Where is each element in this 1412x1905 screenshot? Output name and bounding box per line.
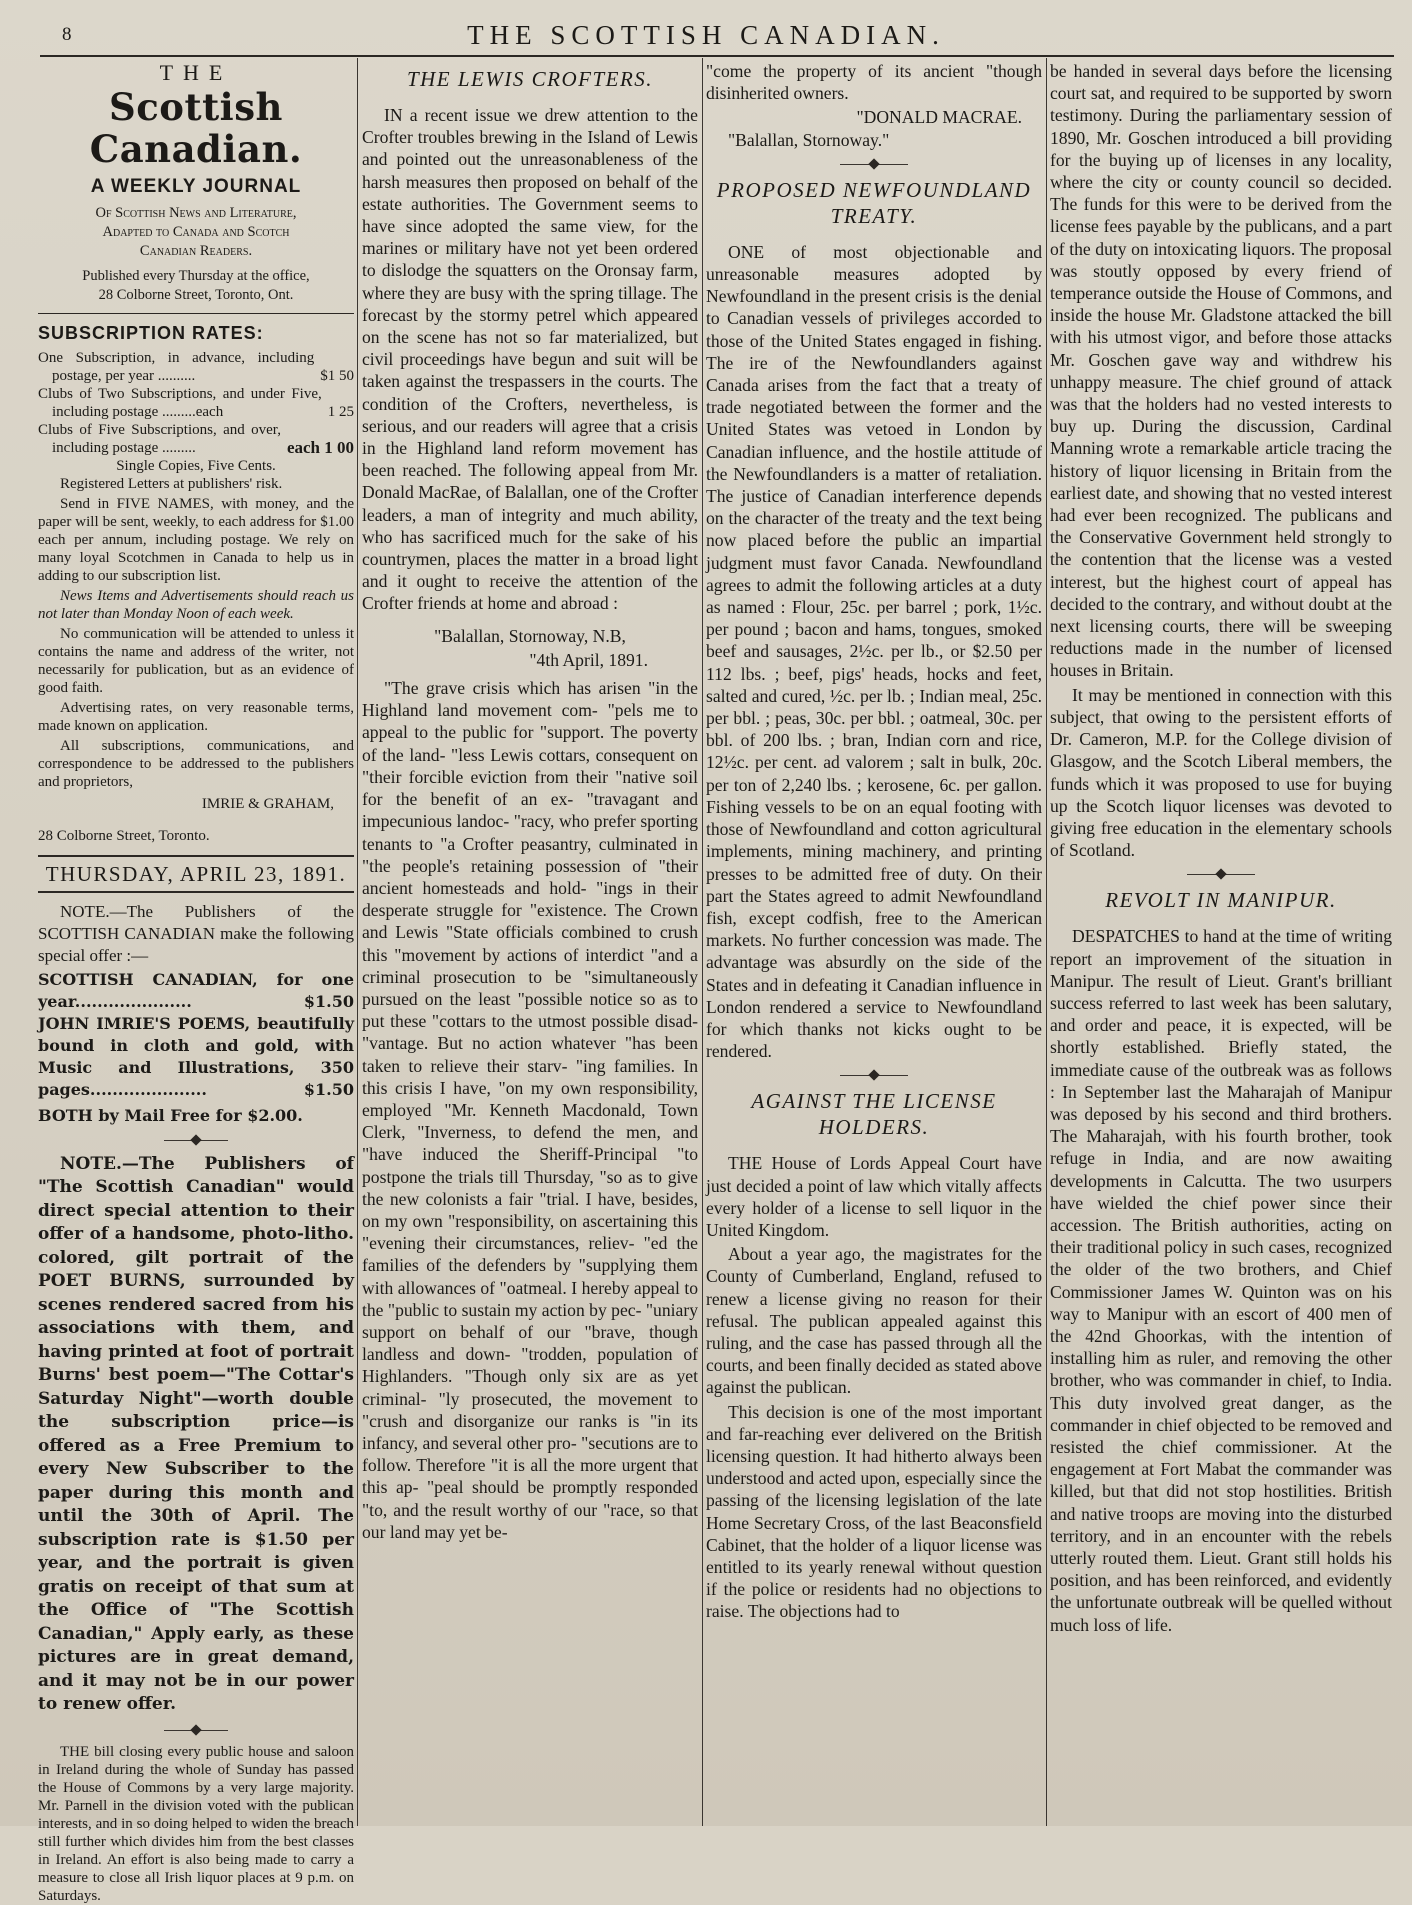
rate-amount: $1 50	[320, 367, 354, 384]
column-rule-3	[1046, 58, 1047, 1826]
page-header	[0, 12, 1412, 52]
rate-row	[38, 385, 354, 421]
article-paragraph: It may be mentioned in connection with this subject, that owing to the persistent efforts of Dr. Cameron, M.P. for the College division of Glasgow, and the Scotch Liberal members, the funds which it was proposed to use for buying up the Scotch liquor licenses was devoted to giving free education in the elementary schools of Scotland.	[1050, 684, 1392, 861]
column-4	[1050, 60, 1392, 1826]
article-paragraph: THE House of Lords Appeal Court have just decided a point of law which vitally affects every holder of a license to sell liquor in the United Kingdom.	[706, 1153, 1042, 1240]
letter-signature: "DONALD MACRAE.	[856, 107, 1022, 128]
offer-item-price: $1.50	[303, 991, 354, 1011]
section-divider	[38, 1135, 354, 1145]
article-paragraph: be handed in several days before the licensing court sat, and required to be supported by sworn testimony. During the parliamentary session of 1890, Mr. Goschen introduced a bill providing for the buying up of licenses in any locality, where the city or county council so decided. The funds for this were to be derived from the license fees payable by the publicans, and a part of the duty on intoxicating liquors. The proposal was stoutly opposed by every friend of temperance outside the House of Commons, and inside the house Mr. Gladstone attacked the bill with his utmost vigor, and before those attacks Mr. Goschen gave way and withdrew his unhappy measure. The chief ground of attack was that the holders had no vested interests to buy up. During the discussion, Cardinal Manning wrote a remarkable article tracing the history of liquor licensing in Britain from the earliest date, and showing that no vested interest had ever been recognized. The publicans and the Conservative Government held strongly to the contention that the license was a vested interest, but the highest court of appeal has decided to the contrary, and without doubt at the next licensing courts, there will be sweeping reductions made in the number of licensed houses in Britain.	[1050, 61, 1392, 681]
journal-blurb-2: Adapted to Canada and Scotch	[102, 224, 290, 241]
burns-offer-note: NOTE.—The Publishers of "The Scottish Canadian" would direct special attention to their offer of a handsome, photo-litho. colored, gilt portrait of the POET BURNS, surrounded by scenes rendered sacred from his associations with them, and having printed at foot of portrait Burns' best poem—"The Cottar's Saturday Night"—worth double the subscription price—is offered as a Free Premium to every New Subscriber to the paper during this month and until the 30th of April. The subscription rate is $1.50 per year, and the portrait is given gratis on receipt of that sum at the Office of "The Scottish Canadian," Apply early, as these pictures are in great demand, and it may not be in our power to renew offer.	[38, 1153, 354, 1715]
rate-label: Clubs of Two Subscriptions, and under Five, including postage .........each	[38, 385, 322, 420]
letter-place: "Balallan, Stornoway."	[728, 129, 890, 150]
rate-amount: each 1 00	[286, 437, 354, 457]
offer-item-label: SCOTTISH CANADIAN, for one year.....................	[38, 969, 354, 1011]
journal-blurb-1: Of Scottish News and Literature,	[95, 205, 297, 222]
subscription-rates-heading: SUBSCRIPTION RATES:	[38, 323, 264, 344]
nameplate-the: THE	[159, 60, 233, 85]
section-divider	[1050, 869, 1392, 879]
offer-item-label: JOHN IMRIE'S POEMS, beautifully bound in cloth and gold, with Music and Illustrations, 350 pages.....................	[38, 1013, 354, 1099]
communication-note: No communication will be attended to unless it contains the name and address of the writer, not necessarily for publication, but as an evidence of good faith.	[38, 625, 354, 696]
registered-letters: Registered Letters at publishers' risk.	[60, 475, 283, 492]
running-masthead: THE SCOTTISH CANADIAN.	[467, 20, 945, 50]
proprietors-address: 28 Colborne Street, Toronto.	[38, 827, 210, 844]
ireland-bill-article: THE bill closing every public house and saloon in Ireland during the whole of Sunday has passed the House of Commons by a very large majority. Mr. Parnell in the division voted with the publican interests, and in so doing helped to widen the breach still further which divides him from the best classes in Ireland. An effort is also being made to carry a measure to close all Irish liquor places at 9 p.m. on Saturdays.	[38, 1743, 354, 1904]
page-number: 8	[62, 24, 72, 45]
article-heading: REVOLT IN MANIPUR.	[1105, 888, 1337, 913]
proprietors: IMRIE & GRAHAM,	[201, 795, 334, 812]
column-1	[38, 60, 354, 1904]
offer-item-price: $1.50	[303, 1079, 354, 1099]
news-items-note: News Items and Advertisements should reach us not later than Monday Noon of each week.	[38, 587, 354, 622]
article-paragraph: ONE of most objectionable and unreasonable measures adopted by Newfoundland in the present crisis is the denial to Canadian vessels of privileges accorded to those of the United States engaged in fishing. The ire of the Newfoundlanders against Canada arises from the fact that a treaty of trade negotiated between the former and the United States was vetoed in London by Canadian influence, and the hostile attitude of the Newfoundlanders is a matter of retaliation. The justice of Canadian interference depends on the character of the treaty and the text being now placed before the public an impartial judgment must favor Canada. Newfoundland agrees to admit the following articles at a duty as named : Flour, 25c. per barrel ; pork, 1½c. per pound ; bacon and hams, tongues, smoked beef and sausages, 2½c. per lb., or $2.50 per 112 lbs. ; beef, pigs' heads, hocks and feet, salted and cured, ½c. per lb. ; Indian meal, 25c. per bbl. ; peas, 30c. per bbl. ; oatmeal, 30c. per bbl. of 200 lbs. ; bran, Indian corn and rice, 12½c. per cent. ad valorem ; salt in bulk, 20c. per ton of 2,240 lbs. ; kerosene, 6c. per gallon. Fishing vessels to be on an equal footing with those of Newfoundland and cotton agricultural implements, mining machinery, and printing presses to be admitted free of duty. On their part the States agreed to admit Newfoundland fish, except codfish, free to the American markets. No further concession was made. The advantage was absurdly on the side of the States and in defeating it Canadian influence in London rendered a service to Newfoundland for which thanks not kicks ought to be rendered.	[706, 241, 1042, 1062]
article-paragraph: About a year ago, the magistrates for the County of Cumberland, England, refused to renew a license giving no reason for their refusal. The publican appealed against this ruling, and the case has passed through all the courts, and been finally decided as stated above against the publican.	[706, 1244, 1042, 1398]
article-heading: PROPOSED NEWFOUNDLAND TREATY.	[716, 177, 1032, 228]
article-paragraph: DESPATCHES to hand at the time of writing report an improvement of the situation in Manipur. The result of Lieut. Grant's brilliant success referred to last week has been salutary, and order and peace, it is expected, will be shortly established. Briefly stated, the immediate cause of the outbreak was as follows : In September last the Maharajah of Manipur was deposed by his second and third brothers. The Maharajah, with his fourth brother, took refuge in India, and are now awaiting developments in Calcutta. The two usurpers have wielded the chief power since their accession. The British authorities, acting on their traditional policy in such cases, recognized the older of the two brothers, and Chief Commissioner James W. Quinton was on his way to Manipur with an escort of 400 men of the 42nd Ghoorkas, with the intention of installing him as ruler, and removing the other brother, who was commander in chief, to India. This duty involved great danger, as the commander in chief objected to be removed and resisted the chief commissioner. At the engagement at Fort Mabat the commander was killed, but that did not stop hostilities. British and native troops are moving into the disturbed territory, and in an encounter with the rebels utterly routed them. Lieut. Grant still holds his position, and has been reinforced, and evidently the unfortunate outbreak will be quelled without much loss of life.	[1050, 926, 1392, 1635]
weekly-journal-label: A WEEKLY JOURNAL	[90, 176, 302, 198]
single-copies: Single Copies, Five Cents.	[116, 457, 276, 474]
header-rule	[40, 55, 1394, 57]
section-divider	[706, 159, 1042, 169]
send-names: Send in FIVE NAMES, with money, and the paper will be sent, weekly, to each address for $1.00 each per annum, including postage. We rely on many loyal Scotchmen in Canada to help us in adding to our subscription list.	[38, 495, 354, 584]
letter-body: "The grave crisis which has arisen "in the Highland land movement com- "pels me to appeal to the public for "support. The poverty of the land- "less Lewis cottars, consequent on "their forcible eviction from their "native soil for the benefit of an ex- "travagant and impecunious landoc- "racy, who prefer sporting tenants to "a Crofter peasantry, culminated in "the people's retaining possession of "their ancient homesteads and hold- "ings in their desperate struggle for "existence. The Crown and Lewis "State officials combined to crush this "movement by actions of interdict "and a criminal prosecution to be "simultaneously pursued on the least "possible notice so as to put these "cottars to the utmost possible disad- "vantage. But no action whatever "has been taken to relieve their starv- "ing families. In this crisis I have, "on my own responsibility, employed "Mr. Kenneth Macdonald, Town Clerk, "Inverness, to defend the men, and "have induced the Sheriff-Principal "to postpone the trials till Thursday, "so as to give the new colonists a fair "trial. I have, besides, on my own "responsibility, on ascertaining this "evening their circumstances, reliev- "ed the families of the defenders by "supplying them with allowances of "oatmeal. I hereby appeal to the "public to sustain my action by pec- "uniary support on behalf of our "brave, though landless and down- "trodden, population of Highlanders. "Though only six are as yet criminal- "ly prosecuted, the movement to "crush and disorganize our ranks is "in its infancy, and several other pro- "secutions are to follow. Therefore "it is all the more urgent that this ap- "peal should be promptly responded "to, and the result worthy of our "race, so that our land may yet be-	[362, 678, 698, 1542]
column-2	[362, 60, 698, 1826]
published-line-1: Published every Thursday at the office,	[82, 268, 310, 285]
letter-dateline-2: "4th April, 1891.	[529, 649, 648, 670]
rate-row	[38, 349, 354, 385]
nameplate-title: Scottish Canadian.	[89, 85, 303, 172]
offer-item	[38, 1013, 354, 1101]
article-paragraph: This decision is one of the most important and far-reaching ever delivered on the British licensing question. It had hitherto always been understood and acted upon, especially since the passing of the licensing legislation of the late Home Secretary Cross, of the last Beaconsfield Cabinet, that the holder of a liquor license was entitled to its yearly renewal without question if the police or residents had no objections to raise. The objections had to	[706, 1401, 1042, 1622]
advertising-rates: Advertising rates, on very reasonable terms, made known on application.	[38, 699, 354, 734]
offer-item	[38, 969, 354, 1013]
published-line-2: 28 Colborne Street, Toronto, Ont.	[98, 287, 294, 304]
section-divider	[706, 1070, 1042, 1080]
article-heading: AGAINST THE LICENSE HOLDERS.	[751, 1089, 997, 1140]
column-rule-1	[357, 58, 358, 1826]
column-rule-2	[702, 58, 703, 1826]
journal-blurb-3: Canadian Readers.	[139, 243, 253, 260]
rate-label: One Subscription, in advance, including postage, per year ..........	[38, 349, 315, 384]
offer-intro: NOTE.—The Publishers of the SCOTTISH CANADIAN make the following special offer :—	[38, 901, 354, 965]
column-3	[706, 60, 1042, 1826]
article-paragraph: IN a recent issue we drew attention to the Crofter troubles brewing in the Island of Lewis and pointed out the unreasonableness of the harsh measures then proposed on behalf of the estate authorities. The Government seems to have since adopted the same view, for the marines or military have not yet been ordered to dislodge the squatters on the Oronsay farm, where they are busy with the spring tillage. The forecast by the stormy petrel which appeared on the scene has not so far materialized, but civil proceedings have begun and suit will be taken against the trespassers in the courts. The condition of the Crofters, nevertheless, is serious, and our readers will agree that a crisis in the Highland land reform movement has been reached. The following appeal from Mr. Donald MacRae, of Balallan, one of the Crofter leaders, a man of integrity and much ability, who has sacrificed much for the sake of his countrymen, places the matter in a broad light and it ought to receive the attention of the Crofter friends at home and abroad :	[362, 105, 698, 614]
offer-both: BOTH by Mail Free for $2.00.	[38, 1105, 303, 1125]
letter-dateline-1: "Balallan, Stornoway, N.B,	[434, 625, 626, 646]
issue-date: THURSDAY, APRIL 23, 1891.	[38, 855, 354, 893]
rate-row	[38, 421, 354, 457]
article-heading: THE LEWIS CROFTERS.	[406, 67, 654, 91]
section-divider	[38, 1725, 354, 1735]
letter-end: "come the property of its ancient "though disinherited owners.	[706, 61, 1042, 104]
address-note: All subscriptions, communications, and correspondence to be addressed to the publishers and proprietors,	[38, 737, 354, 790]
rate-amount: 1 25	[327, 403, 354, 420]
rate-label: Clubs of Five Subscriptions, and over, including postage .........	[38, 421, 281, 456]
